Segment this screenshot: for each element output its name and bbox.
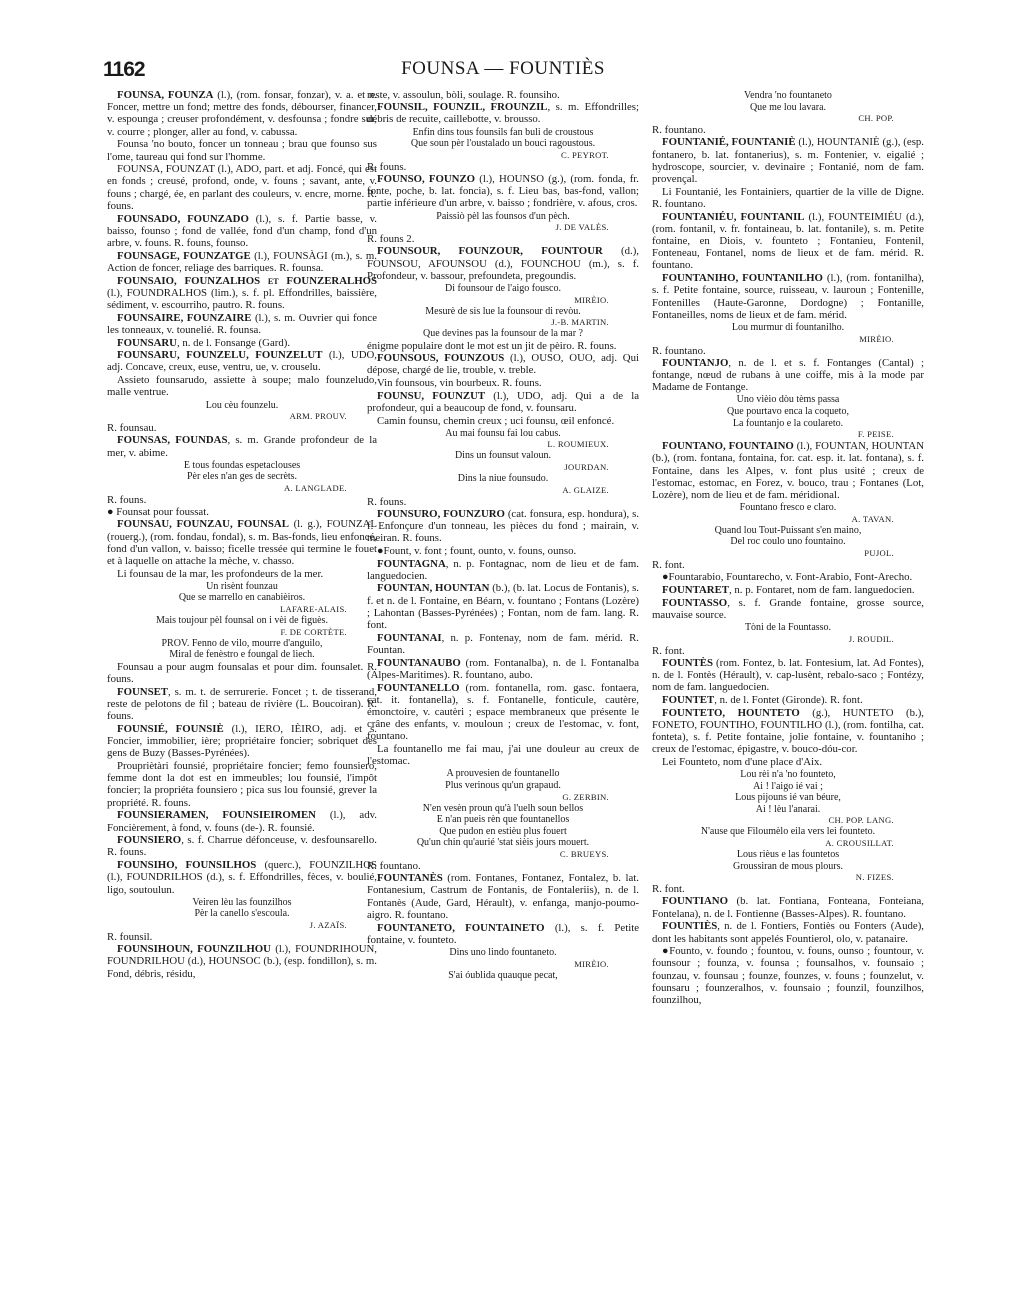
entry-text: , n. de l. Fonsange (Gard).	[176, 336, 291, 349]
entry-text: (l.), s. f. Partie basse, v. baisso, founso ; fond de vallée, fond d'un champ, fond d'un arbre, v. founs. R. founs, founso.	[107, 212, 377, 249]
entry-text: Dins un founsut valoun.	[454, 450, 552, 462]
citation-quote	[652, 502, 924, 514]
dictionary-entry	[652, 945, 924, 1006]
dictionary-entry	[107, 568, 377, 580]
citation-author	[367, 959, 609, 969]
headword: FOUNTASSO	[662, 596, 728, 609]
citation-quote	[107, 581, 377, 604]
headword: FOUNTANJO	[662, 356, 729, 369]
entry-text: (l.), (rom. fonsar, fonzar), v. a. et n. Foncer, mettre un fond; mettre des fonds, débourser, financer, v. espounga ; creuser profondément, v. desfounsa ; fondre sur, v. courre ; plonger, aller au fond, v. cabussa.	[107, 89, 377, 138]
dictionary-entry	[107, 374, 377, 398]
entry-text: (l.), IERO, IÈIRO, adj. et s. Foncier, immobilier, ière; propriétaire foncier; sobriquet des gens de Buzy (Basses-Pyrénées).	[107, 722, 377, 760]
entry-text: Quand lou Tout-Puissant s'en maino, Del roc coulo uno fountaino.	[714, 524, 862, 548]
dictionary-entry	[652, 186, 924, 210]
headword: FOUNSIÉ, FOUNSIÈ	[117, 722, 224, 735]
citation-quote	[107, 400, 377, 412]
citation-quote	[652, 849, 924, 872]
entry-text: MIRÈIO.	[574, 294, 609, 305]
entry-text: La fountanello me fai mau, j'ai une douleur au creux de l'estomac.	[367, 743, 639, 768]
entry-text: JOURDAN.	[564, 461, 609, 472]
dictionary-entry	[367, 922, 639, 946]
entry-text: N. FIZES.	[855, 872, 894, 883]
entry-text: (l.), (rom. fontanilha), s. f. Petite fontaine, source, ruisseau, v. lauroun ; Fontenille, Fontenilles (Haute-Garonne, Dordogne) ; Fontanille, Fontaneilles, noms de lieux et de fam. mérid.	[652, 272, 924, 321]
entry-text: A. LANGLADE.	[283, 482, 347, 493]
dictionary-entry	[367, 872, 639, 921]
citation-author	[652, 334, 894, 344]
entry-text: F. DE CORTÈTE.	[280, 626, 347, 637]
citation-quote	[367, 127, 639, 150]
column-middle	[367, 89, 639, 1289]
column-left	[107, 89, 377, 1289]
page-header	[103, 58, 903, 88]
entry-text: ARM. PROUV.	[289, 411, 347, 422]
citation-author	[652, 634, 894, 644]
entry-text: (l.), FOUNSÀGI (m.), s. m. Action de foncer, reliage des barriques. R. founsa.	[107, 249, 377, 274]
entry-continuation	[367, 340, 639, 352]
entry-text: , s. f. Grande fontaine, grosse source, mauvaise source.	[652, 596, 924, 621]
dictionary-entry	[107, 661, 377, 685]
entry-text: R. font.	[652, 883, 685, 896]
entry-text: PROV. Fenno de vilo, mourre d'anguilo, Miral de fenèstro e foungal de liech.	[161, 637, 323, 661]
entry-text: R. founs.	[367, 160, 407, 173]
dictionary-entry	[652, 920, 924, 944]
dictionary-entry	[367, 245, 639, 282]
dictionary-entry	[367, 743, 639, 767]
entry-text: R. founs.	[107, 493, 147, 506]
headword: FOUNTANAI	[377, 631, 442, 644]
dictionary-entry	[107, 312, 377, 336]
citation-author	[367, 439, 609, 449]
entry-text: Di founsour de l'aigo fousco.	[445, 283, 561, 295]
headword: FOUNSOUR, FOUNZOUR, FOUNTOUR	[377, 245, 603, 258]
entry-text: (l.), s. f. Petite fontaine, v. founteto.	[367, 921, 639, 946]
dictionary-entry	[107, 723, 377, 760]
entry-text: reste, v. assoulun, bòli, soulage. R. founsiho.	[367, 89, 560, 101]
headword: FOUNTARET	[662, 583, 729, 596]
citation-quote	[107, 638, 377, 661]
entry-text: (b. lat. Fontiana, Fonteana, Fonteiana, Fontelana), n. de l. Fontienne (Basses-Alpes). R. fountano.	[652, 895, 924, 920]
dictionary-entry	[367, 632, 639, 656]
entry-text: (g.), HUNTETO (b.), FONETO, FOUNTIHO, FOUNTILHO (l.), (rom. fontilha, cat. fonteta), s. f. Petite fontaine, jolie fontaine, v. fountaniho ; creux de l'estomac, épigastre, v. bouco-dóu-cor.	[652, 706, 924, 756]
entry-text: Uno vièio dòu tèms passa Que pourtavo enca la coqueto, La fountanjo e la coulareto.	[727, 394, 849, 429]
headword: FOUNTETO, HOUNTETO	[662, 706, 800, 719]
entry-text: Li Fountanié, les Fontainiers, quartier de la ville de Digne. R. fountano.	[652, 185, 924, 210]
entry-text: (l.), FOUNTAN, HOUNTAN (b.), (rom. fontana, fontaina, for. cat. esp. it. lat. fontana), s. f. Fontaine, dans les Alpes, v. font plus usité ; creux de l'estomac, estomac, en Forez, v. bouco, trau ; Fontanes (Lot, Lozère), nom de lieu et de fam. méridional.	[652, 440, 924, 501]
etymology-ref	[652, 883, 924, 895]
entry-text: (l.), UDO, adj. Qui a de la profondeur, qui a beaucoup de fond, v. founsaru.	[367, 389, 639, 414]
entry-text: Enfin dins tous founsils fan buli de croustous Que soun pèr l'oustalado un bouci ragoustous.	[410, 126, 596, 150]
entry-text: C. BRUEYS.	[559, 849, 609, 860]
entry-text: Dins la niue founsudo.	[457, 472, 549, 484]
headword: FOUNSO, FOUNZO	[377, 173, 476, 185]
headword: FOUNSIHOUN, FOUNZILHOU	[117, 943, 271, 956]
dictionary-entry	[107, 89, 377, 138]
citation-quote	[367, 306, 639, 318]
entry-text: Mesurè de sis lue la founsour di revòu.	[425, 305, 581, 317]
dictionary-entry	[652, 136, 924, 185]
dictionary-entry	[367, 582, 639, 631]
dictionary-entry	[107, 809, 377, 833]
entry-text: ●Fount, v. font ; fount, ounto, v. founs, ounso.	[377, 544, 577, 557]
entry-text: (l.), HOUNSO (g.), (rom. fonda, fr. fonte, poche, b. lat. foncia), s. f. Lieu bas, bas-fond, vallon; partie inférieure d'un arbre, v. baisso ; fondrière, v. afous, cros.	[367, 173, 639, 210]
entry-text: , n. p. Fontagnac, nom de lieu et de fam. languedocien.	[367, 557, 639, 582]
citation-author	[652, 838, 894, 848]
entry-text: Dins uno lindo fountaneto.	[449, 946, 557, 958]
dictionary-entry	[107, 250, 377, 274]
dictionary-entry	[367, 415, 639, 427]
headword: FOUNSADO, FOUNZADO	[117, 212, 249, 225]
headword: FOUNTÈS	[662, 656, 713, 669]
entry-text: R. founsau.	[107, 422, 157, 435]
running-head: FOUNSA — FOUNTIÈS	[401, 58, 605, 79]
etymology-ref	[652, 345, 924, 357]
entry-text: , n. de l. Fontet (Gironde). R. font.	[714, 693, 863, 706]
entry-text: J. AZAÏS.	[309, 919, 347, 930]
citation-quote	[107, 897, 377, 920]
headword: FOUNTANIÉU, FOUNTANIL	[662, 210, 805, 223]
headword: FOUNSAIRE, FOUNZAIRE	[117, 311, 252, 324]
entry-text: Paissiò pèl las founsos d'un pèch.	[436, 210, 570, 222]
entry-text: (l.), FOUNTEIMIÉU (d.), (rom. fontanil, v. fr. fontaineau, b. lat. fontanile), s. m. Petite fontaine, en Diois, v. founteto ; Fontanieu, Fontenil, Fonteneau, Fontanel, noms de lieux et de fam. mérid. R. fountano.	[652, 210, 924, 272]
citation-author	[652, 113, 894, 123]
page-number: 1162	[103, 58, 145, 81]
entry-text: Mais toujour pèl founsal on i vèi de figuès.	[156, 615, 328, 627]
headword: FOUNTANETO, FOUNTAINETO	[377, 921, 545, 934]
citation-quote	[367, 428, 639, 440]
citation-author	[652, 429, 894, 439]
headword: FOUNSA, FOUNZA	[117, 89, 214, 101]
citation-quote	[367, 450, 639, 462]
entry-text: J. DE VALÈS.	[555, 222, 609, 233]
citation-quote	[367, 768, 639, 791]
entry-text: Lou murmur di fountanilho.	[731, 321, 845, 333]
entry-text: R. founsil.	[107, 930, 153, 943]
entry-text: R. font.	[652, 644, 685, 657]
dictionary-entry	[107, 760, 377, 809]
citation-author	[367, 295, 609, 305]
entry-text: , n. p. Fontenay, nom de fam. mérid. R. Fountan.	[367, 631, 639, 656]
citation-quote	[367, 473, 639, 485]
dictionary-entry	[107, 859, 377, 896]
citation-author	[367, 462, 609, 472]
entry-text: Que devines pas la founsour de la mar ?	[423, 328, 583, 340]
headword: FOUNTANELLO	[377, 681, 460, 694]
headword: FOUNSAIO, FOUNZALHOS et FOUNZERALHOS	[117, 274, 377, 287]
entry-text: R. fountano.	[367, 860, 421, 873]
citation-quote	[652, 322, 924, 334]
entry-text: , s. f. Charrue défonceuse, v. desfounsarello. R. founs.	[107, 834, 377, 859]
entry-text: A. CROUSILLAT.	[825, 838, 894, 849]
citation-quote	[107, 460, 377, 483]
etymology-ref	[107, 931, 377, 943]
entry-text: R. founs.	[367, 495, 407, 508]
entry-text: (l.), OUSO, OUO, adj. Qui dépose, chargé de lie, trouble, v. treble.	[367, 352, 639, 377]
dictionary-entry	[652, 272, 924, 321]
headword: FOUNSAS, FOUNDAS	[117, 434, 228, 447]
entry-text: MIRÈIO.	[574, 958, 609, 969]
dictionary-entry	[107, 337, 377, 349]
entry-text: ●Fountarabio, Fountarecho, v. Font-Arabio, Font-Arecho.	[662, 571, 913, 584]
entry-text: Vin founsous, vin bourbeux. R. founs.	[377, 376, 542, 389]
citation-author	[107, 920, 347, 930]
entry-text: énigme populaire dont le mot est un jit de pèiro. R. founs.	[367, 339, 617, 352]
entry-text: Founsa 'no bouto, foncer un tonneau ; brau que founso sus l'ome, taureau qui fond sur l'homme.	[107, 138, 377, 163]
dictionary-entry	[367, 377, 639, 389]
entry-text: CH. POP.	[858, 113, 894, 124]
entry-text: (l.), FOUNDRIHOUN, FOUNDRILHOU (d.), HOUNSOC (b.), (esp. fondillon), s. m. Fond, débris, résidu,	[107, 943, 377, 980]
entry-text: (b.), (b. lat. Locus de Fontanis), s. f. et n. de l. Fontaine, en Béarn, v. fountano ; Fontans (Lozère) ; Lahontan (Basses-Pyrénées) ; Fontan, nom de fam. lang. R. font.	[367, 582, 639, 632]
headword: FOUNTANIHO, FOUNTANILHO	[662, 272, 823, 285]
headword: FOUNSIHO, FOUNSILHOS	[117, 859, 257, 872]
dictionary-entry	[367, 545, 639, 557]
entry-text: A. TAVAN.	[851, 513, 894, 524]
entry-text: Assieto founsarudo, assiette à soupe; malo founzeludo, malle ventrue.	[107, 374, 377, 399]
entry-text: ●Founto, v. foundo ; fountou, v. founs, ounso ; fountour, v. founsour ; founza, v. founsa ; founsalhos, v. founsaio ; founzau, v. founsau ; founze, founzes, v. founs ; founzelut, v. founsaru ; founzeralhos, v. founsaio ; founzil, founzilhos, founzilhou,	[652, 945, 924, 1007]
dictionary-entry	[107, 943, 377, 980]
dictionary-entry	[367, 508, 639, 545]
citation-author	[367, 485, 609, 495]
etymology-ref	[367, 233, 639, 245]
headword: FOUNSIERAMEN, FOUNSIEIROMEN	[117, 809, 316, 822]
entry-text: , s. m. Grande profondeur de la mer, v. abime.	[107, 434, 377, 459]
citation-author	[652, 815, 894, 825]
entry-text: Founsau a pour augm founsalas et pour dim. founsalet. R. founs.	[107, 660, 377, 686]
dictionary-entry	[652, 657, 924, 694]
citation-quote	[652, 826, 924, 838]
dictionary-entry	[107, 213, 377, 250]
entry-text: , s. m. t. de serrurerie. Foncet ; t. de tisserand, reste de pelotons de fil ; bateau de rivière (L. Boucoiran). R. founs.	[107, 685, 377, 723]
headword: FOUNSARU, FOUNZELU, FOUNZELUT	[117, 349, 323, 362]
entry-text: S'ai óublida quauque pecat,	[448, 969, 558, 981]
dictionary-entry	[367, 558, 639, 582]
etymology-ref	[652, 559, 924, 571]
entry-text: CH. POP. LANG.	[828, 815, 894, 826]
headword: FOUNSURO, FOUNZURO	[377, 507, 505, 520]
etymology-ref	[652, 645, 924, 657]
entry-text: (cat. fonsura, esp. hondura), s. f. Enfonçure d'un tonneau, les pièces du fond ; mairain, v. meiran. R. founs.	[367, 507, 639, 545]
entry-text: (l.), s. m. Ouvrier qui fonce les tonneaux, v. tounelié. R. founsa.	[107, 311, 377, 336]
entry-text: LAFARE-ALAIS.	[280, 604, 347, 615]
entry-text: Lei Founteto, nom d'une place d'Aix.	[662, 755, 823, 768]
etymology-ref	[367, 496, 639, 508]
entry-text: (l. g.), FOUNZAL (rouerg.), (rom. fondau, fondal), s. m. Bas-fonds, lieu enfoncé, fond d'un vallon, v. baisso; ficelle tressée qui termine le fouet et à laquelle on attache la mèche, v. chasso.	[107, 518, 377, 567]
dictionary-entry	[107, 518, 377, 567]
headword: FOUNSAGE, FOUNZATGE	[117, 249, 251, 262]
dictionary-entry	[367, 390, 639, 414]
entry-text: (d.), FOUNSOU, AFOUNSOU (d.), FOUNCHOU (m.), s. f. Profondeur, v. bassour, prefoundeta, pregoundis.	[367, 245, 639, 282]
citation-quote	[367, 328, 639, 340]
dictionary-entry	[367, 173, 639, 210]
entry-text: ● Founsat pour foussat.	[107, 506, 209, 519]
dictionary-entry	[652, 584, 924, 596]
entry-text: (l.), UDO, adj. Concave, creux, euse, ventru, ue, v. crouselu.	[107, 349, 377, 374]
entry-text: (rom. Fontez, b. lat. Fontesium, lat. Ad Fontes), n. de l. Fontès (Hérault), v. cap-lusènt, rebalo-saco ; Fontézy, nom de fam. languedocien.	[652, 656, 924, 694]
citation-quote	[367, 970, 639, 982]
citation-author	[367, 317, 609, 327]
headword: FOUNSARU	[117, 336, 177, 349]
entry-text: (rom. Fontanalba), n. de l. Fontanalba (Alpes-Maritimes). R. fountano, aubo.	[367, 656, 639, 681]
dictionary-entry	[652, 440, 924, 501]
citation-quote	[367, 211, 639, 223]
entry-text: Lous rièus e las fountetos Groussiran de mous plours.	[733, 849, 843, 872]
dictionary-entry	[367, 682, 639, 743]
entry-text: (l.), adv. Foncièrement, à fond, v. founs (de-). R. founsié.	[107, 809, 377, 834]
headword: FOUNTIANO	[662, 895, 728, 908]
citation-quote	[652, 769, 924, 815]
entry-text: C. PEYROT.	[561, 149, 609, 160]
entry-text: R. fountano.	[652, 124, 706, 137]
entry-text: FOUNSA, FOUNZAT (l.), ADO, part. et adj. Foncé, qui est en fonds ; creusé, profond, onde, v. founs ; savant, ante, v. founs ; chargé, ée, en parlant des couleurs, v. encre, morne. R. founs.	[107, 163, 377, 212]
entry-text: A. GLAIZE.	[562, 484, 609, 495]
entry-text: MIRÈIO.	[859, 333, 894, 344]
citation-quote	[367, 803, 639, 849]
citation-author	[107, 483, 347, 493]
dictionary-entry	[107, 349, 377, 373]
etymology-ref	[367, 860, 639, 872]
entry-text: N'en vesèn proun qu'à l'uelh soun bellos E n'an pueis rèn que fountanellos Que pudon en estièu plus fouert Qu'un chin qu'aurié 'stat sièis jours mouert.	[416, 802, 590, 849]
entry-text: R. font.	[652, 558, 685, 571]
etymology-ref	[107, 494, 377, 506]
entry-text: Lou rèi n'a 'no founteto, Ai ! l'aigo ié vai ; Lous pijouns ié van béure, Ai ! lèu l'anarai.	[735, 769, 841, 815]
dictionary-entry	[652, 571, 924, 583]
headword: FOUNSU, FOUNZUT	[377, 389, 486, 402]
dictionary-entry	[107, 275, 377, 312]
etymology-ref	[107, 506, 377, 518]
entry-text: A prouvesien de fountanello Plus verinous qu'un grapaud.	[445, 768, 561, 792]
citation-quote	[652, 394, 924, 429]
dictionary-entry	[367, 657, 639, 681]
entry-text: Lou cèu founzelu.	[205, 399, 279, 411]
dictionary-entry	[652, 707, 924, 756]
entry-text: Veiren lèu las founzilhos Pèr la canello s'escoula.	[192, 896, 292, 920]
dictionary-entry	[367, 101, 639, 125]
dictionary-entry	[652, 694, 924, 706]
citation-author	[367, 849, 609, 859]
entry-text: , s. m. Effondrilles; débris de recuite, caillebotte, v. brousso.	[367, 101, 639, 126]
entry-text: Un risènt founzau Que se marrello en canabièiros.	[178, 580, 306, 604]
citation-author	[652, 514, 894, 524]
headword: FOUNSET	[117, 685, 168, 698]
headword: FOUNTANÈS	[377, 872, 443, 885]
citation-quote	[367, 283, 639, 295]
entry-text: (rom. fontanella, rom. gasc. fontaera, cat. it. fontanella), s. f. Fontanelle, fonticule, cautère, émonctoire, v. cautèri ; espace membraneux que présente le crâne des enfants, v. mouloun ; creux de l'estomac, v. font, fountano.	[367, 681, 639, 743]
headword: FOUNSIERO	[117, 834, 182, 847]
dictionary-entry	[107, 138, 377, 162]
entry-text: PUJOL.	[864, 547, 894, 558]
citation-author	[107, 411, 347, 421]
entry-text: R. fountano.	[652, 344, 706, 357]
dictionary-entry	[652, 895, 924, 919]
entry-text: (querc.), FOUNZILHOS (l.), FOUNDRILHOS (d.), s. f. Effondrilles, fèces, v. boulié, ligo, soutoulun.	[107, 859, 377, 896]
etymology-ref	[367, 161, 639, 173]
dictionary-entry	[652, 211, 924, 272]
entry-text: R. founs 2.	[367, 233, 415, 246]
dictionary-entry	[652, 357, 924, 394]
headword: FOUNTIÈS	[662, 920, 718, 933]
entry-text: (rom. Fontanes, Fontanez, Fontalez, b. lat. Fontanesium, Castrum de Fontanis, de Fontaleriis), n. de l. Fontanès (Aude, Gard, Hérault), v. enfanga, manjo-poumo-aigro. R. fountano.	[367, 872, 639, 921]
headword: FOUNSOUS, FOUNZOUS	[377, 352, 505, 364]
headword: FOUNSAU, FOUNZAU, FOUNSAL	[117, 518, 289, 531]
headword: FOUNSIL, FOUNZIL, FROUNZIL	[377, 101, 548, 114]
dictionary-entry	[107, 834, 377, 858]
headword: FOUNTAGNA	[377, 557, 446, 570]
citation-author	[367, 150, 609, 160]
dictionary-entry	[107, 434, 377, 458]
citation-quote	[107, 615, 377, 627]
entry-text: Vendra 'no fountaneto Que me lou lavara.	[744, 90, 832, 113]
entry-text: Li founsau de la mar, les profondeurs de la mer.	[117, 567, 324, 580]
entry-text: Camin founsu, chemin creux ; uci founsu, œil enfoncé.	[377, 414, 615, 427]
citation-author	[107, 627, 347, 637]
entry-text: L. ROUMIEUX.	[547, 439, 609, 450]
entry-continuation	[367, 89, 639, 101]
headword: FOUNTET	[662, 693, 715, 706]
entry-text: Tòni de la Fountasso.	[744, 621, 832, 633]
entry-text: E tous foundas espetaclouses Pèr eles n'an ges de secrèts.	[183, 459, 301, 483]
etymology-ref	[107, 422, 377, 434]
column-right	[652, 89, 924, 1289]
dictionary-entry	[107, 686, 377, 723]
citation-quote	[367, 947, 639, 959]
headword: FOUNTANAUBO	[377, 656, 461, 669]
citation-author	[652, 872, 894, 882]
citation-quote	[652, 90, 924, 113]
citation-author	[367, 222, 609, 232]
entry-text: G. ZERBIN.	[562, 791, 609, 802]
entry-text: , n. p. Fontaret, nom de fam. languedocien.	[729, 583, 915, 596]
entry-text: , n. de l. Fontiers, Fontiès ou Fonters (Aude), dont les habitants sont appelés Fountierol, olo, v. patanaire.	[652, 920, 924, 945]
citation-quote	[652, 622, 924, 634]
entry-text: Au mai founsu fai lou cabus.	[445, 427, 561, 439]
dictionary-entry	[367, 352, 639, 376]
entry-text: N'ause que Filoumèlo eila vers lei founteto.	[700, 826, 876, 838]
entry-text: J. ROUDIL.	[848, 633, 894, 644]
entry-text: (l.), FOUNDRALHOS (lim.), s. f. pl. Effondrilles, baissière, sédiment, v. escourriho, pautro. R. founs.	[107, 286, 377, 311]
dictionary-entry	[652, 756, 924, 768]
entry-text: F. PEISE.	[857, 429, 894, 440]
etymology-ref	[652, 124, 924, 136]
citation-author	[107, 604, 347, 614]
entry-text: , n. de l. et s. f. Fontanges (Cantal) ; fontange, nœud de rubans à une coiffe, mis à la mode par Madame de Fontange.	[652, 356, 924, 394]
dictionary-entry	[107, 163, 377, 212]
headword: FOUNTAN, HOUNTAN	[377, 582, 490, 595]
citation-quote	[652, 525, 924, 548]
dictionary-entry	[652, 597, 924, 621]
entry-text: Proupriètàri founsié, propriétaire foncier; femo founsiero, femme dont la dot est en immeubles; lou founsié, l'impôt foncier; la propriéta founsiero ; pica sus lou founsié, grever la propriété. R. founs.	[107, 759, 377, 809]
headword: FOUNTANO, FOUNTAINO	[662, 440, 794, 453]
citation-author	[652, 548, 894, 558]
entry-text: J.-B. MARTIN.	[551, 317, 609, 328]
citation-author	[367, 792, 609, 802]
entry-text: Fountano fresco e claro.	[739, 502, 837, 514]
entry-text: (l.), HOUNTANIÈ (g.), (esp. fontanero, b. lat. fontanerius), s. m. Fontenier, v. eigalié ; hydroscope, sourcier, v. devinaire ; Fontanié, nom de fam. provençal.	[652, 136, 924, 185]
headword: FOUNTANIÉ, FOUNTANIÈ	[662, 136, 796, 149]
